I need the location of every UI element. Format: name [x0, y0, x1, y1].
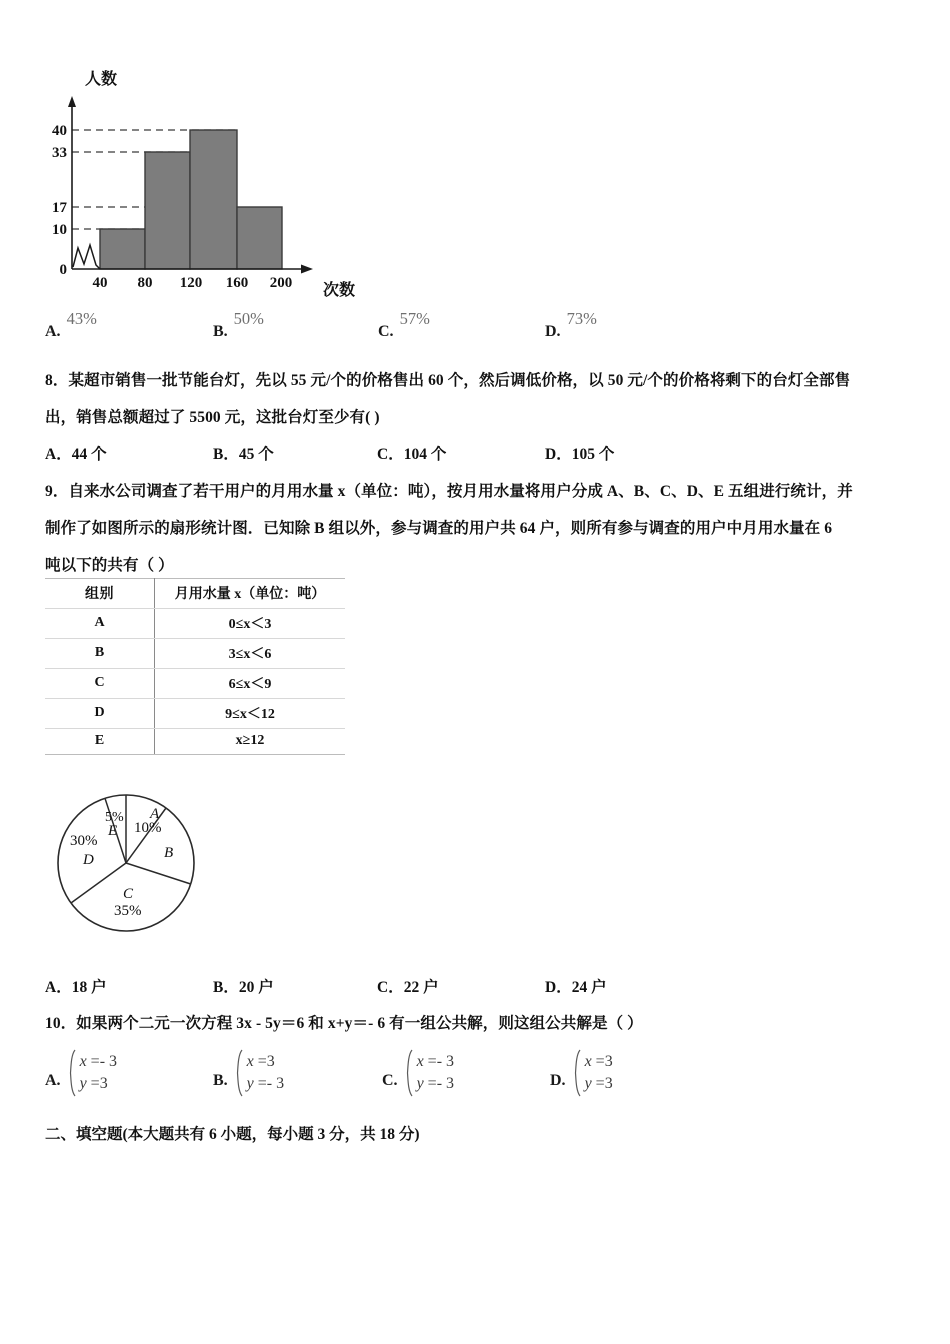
table-cell-range: x≥12 [155, 729, 346, 755]
pie-label-b: B [164, 845, 174, 861]
table-row [45, 639, 345, 669]
table-header-row [45, 579, 345, 609]
q7-option-a[interactable] [45, 309, 97, 341]
q8-option-a-value: 44 个 [71, 446, 107, 463]
histogram-x-axis-title: 次数 [323, 282, 356, 297]
pie-value-d: 30% [70, 833, 98, 849]
q9-option-d-letter: D． [545, 979, 572, 996]
q10-d-eq2-var: y [584, 1074, 592, 1092]
q8-option-d[interactable] [545, 442, 614, 464]
q10-a-eq2-val: =3 [90, 1074, 108, 1092]
svg-text:160: 160 [225, 275, 249, 291]
q9-option-b[interactable] [213, 975, 274, 997]
histogram-bar-40-80 [100, 229, 145, 269]
q9-text-line1: 9．自来水公司调查了若干用户的月用水量 x（单位：吨），按月用水量将用户分成 A、B、C、D、E 五组进行统计，并 [45, 483, 853, 500]
q10-d-eq2-val: =3 [595, 1074, 613, 1092]
q7-option-b-value: 50% [233, 309, 264, 328]
q9-option-a-value: 18 户 [71, 979, 107, 996]
q10-b-eq1-var: x [246, 1053, 254, 1071]
q10-c-eq2-val: =- 3 [427, 1074, 455, 1092]
q10-a-eq1-var: x [79, 1053, 87, 1071]
q8-option-d-letter: D． [545, 446, 572, 463]
q7-options-row [45, 305, 745, 341]
q7-option-a-value: 43% [66, 309, 97, 328]
table-cell-group: A [45, 609, 155, 639]
table-header-range: 月用水量 x（单位：吨） [155, 579, 346, 609]
q8-option-c-letter: C． [377, 446, 404, 463]
pie-value-c: 35% [114, 903, 142, 919]
svg-text:40: 40 [52, 123, 67, 139]
q7-option-c-value: 57% [399, 309, 430, 328]
x-axis-arrowhead [301, 265, 313, 274]
table-row [45, 729, 345, 755]
q10-a-eq1-val: =- 3 [90, 1053, 118, 1071]
q10-option-d-system [585, 1053, 613, 1093]
q10-c-eq1-val: =- 3 [427, 1053, 455, 1071]
table-cell-range: 3≤x＜6 [155, 639, 346, 669]
q9-option-a[interactable] [45, 975, 107, 997]
q10-option-d-letter: D. [550, 1072, 566, 1089]
table-cell-group: B [45, 639, 155, 669]
section-2-heading: 二、填空题(本大题共有 6 小题，每小题 3 分，共 18 分) [45, 1126, 420, 1143]
q8-option-c[interactable] [377, 442, 446, 464]
table-row [45, 699, 345, 729]
water-usage-group-table [45, 578, 345, 755]
histogram-bar-80-120 [145, 152, 190, 269]
q10-b-eq2-val: =- 3 [257, 1074, 285, 1092]
table-row [45, 669, 345, 699]
histogram-y-tick-labels [52, 123, 68, 278]
q8-option-b-value: 45 个 [238, 446, 274, 463]
pie-label-c: C [123, 886, 134, 902]
q10-option-c-letter: C. [382, 1072, 398, 1089]
table-cell-group: C [45, 669, 155, 699]
histogram-bar-120-160 [190, 130, 237, 269]
pie-value-e: 5% [105, 810, 124, 825]
axis-break-zigzag [73, 245, 100, 269]
q10-option-a-letter: A. [45, 1072, 61, 1089]
q9-option-d-value: 24 户 [571, 979, 607, 996]
histogram-bars [100, 130, 282, 269]
histogram-y-axis-title: 人数 [85, 71, 118, 88]
q10-c-eq1-var: x [416, 1053, 424, 1071]
svg-text:200: 200 [269, 275, 293, 291]
q10-option-b-system [247, 1053, 284, 1093]
table-cell-range: 9≤x＜12 [155, 699, 346, 729]
svg-text:17: 17 [52, 200, 67, 216]
q7-option-c-letter: C. [378, 323, 394, 340]
q7-option-d-letter: D. [545, 323, 561, 340]
histogram-svg [45, 62, 375, 297]
frequency-histogram-figure [45, 62, 375, 297]
q10-options-row [45, 1042, 745, 1104]
q7-option-d[interactable] [545, 309, 597, 341]
q10-c-eq2-var: y [416, 1074, 424, 1092]
q10-option-a[interactable] [45, 1042, 117, 1104]
q10-b-eq2-var: y [246, 1074, 254, 1092]
pie-chart-svg [48, 785, 248, 945]
svg-text:40: 40 [92, 275, 108, 291]
q10-d-eq1-var: x [584, 1053, 592, 1071]
q8-option-b-letter: B． [213, 446, 239, 463]
table-header-group: 组别 [45, 579, 155, 609]
q8-option-b[interactable] [213, 442, 274, 464]
table-cell-range: 0≤x＜3 [155, 609, 346, 639]
left-brace-icon [68, 1049, 77, 1097]
q10-option-a-system [80, 1053, 117, 1093]
svg-text:120: 120 [179, 275, 203, 291]
q9-text-line3: 吨以下的共有（ ） [45, 557, 174, 574]
q9-option-c[interactable] [377, 975, 439, 997]
q10-d-eq1-val: =3 [595, 1053, 613, 1071]
q9-text-line2: 制作了如图所示的扇形统计图．已知除 B 组以外，参与调查的用户共 64 户，则所有参与调查的用户中月用水量在 6 [45, 520, 833, 537]
q10-option-d[interactable] [550, 1042, 613, 1104]
q10-option-c[interactable] [382, 1042, 454, 1104]
table-row [45, 609, 345, 639]
left-brace-icon [235, 1049, 244, 1097]
left-brace-icon [573, 1049, 582, 1097]
q10-a-eq2-var: y [79, 1074, 87, 1092]
table-cell-group: D [45, 699, 155, 729]
q9-option-c-letter: C． [377, 979, 404, 996]
q8-text-line1: 8．某超市销售一批节能台灯，先以 55 元/个的价格售出 60 个，然后调低价格，以 50 元/个的价格将剩下的台灯全部售 [45, 372, 851, 389]
pie-label-e: E [108, 823, 118, 839]
q9-option-d[interactable] [545, 975, 607, 997]
left-brace-icon [405, 1049, 414, 1097]
q10-b-eq1-val: =3 [257, 1053, 275, 1071]
pie-label-d: D [83, 852, 94, 868]
q8-option-a[interactable] [45, 442, 107, 464]
svg-text:0: 0 [59, 262, 67, 278]
q7-option-a-letter: A. [45, 323, 61, 340]
svg-text:80: 80 [137, 275, 153, 291]
q8-text-line2: 出，销售总额超过了 5500 元，这批台灯至少有( ) [45, 409, 380, 426]
q9-option-c-value: 22 户 [403, 979, 439, 996]
q7-option-c[interactable] [378, 309, 430, 341]
q10-option-c-system [417, 1053, 454, 1093]
q8-option-c-value: 104 个 [403, 446, 447, 463]
q7-option-b[interactable] [213, 309, 264, 341]
q9-option-b-letter: B． [213, 979, 239, 996]
q10-option-b-letter: B. [213, 1072, 228, 1089]
q10-option-b[interactable] [213, 1042, 284, 1104]
svg-text:33: 33 [52, 145, 67, 161]
water-usage-pie-chart-figure [48, 785, 248, 945]
y-axis-arrowhead [68, 96, 76, 107]
table-cell-range: 6≤x＜9 [155, 669, 346, 699]
q7-option-b-letter: B. [213, 323, 228, 340]
histogram-x-tick-labels [93, 275, 293, 291]
pie-value-a: 10% [134, 820, 162, 836]
q8-option-a-letter: A． [45, 446, 72, 463]
histogram-bar-160-200 [237, 207, 282, 269]
q9-option-b-value: 20 户 [238, 979, 274, 996]
q8-option-d-value: 105 个 [571, 446, 615, 463]
q7-option-d-value: 73% [566, 309, 597, 328]
svg-text:10: 10 [52, 222, 67, 238]
q10-text-line1: 10．如果两个二元一次方程 3x - 5y＝6 和 x+y＝- 6 有一组公共解，则这组公共解是（ ） [45, 1015, 643, 1032]
pie-label-a: A [150, 806, 160, 822]
table-cell-group: E [45, 729, 155, 755]
q9-option-a-letter: A． [45, 979, 72, 996]
